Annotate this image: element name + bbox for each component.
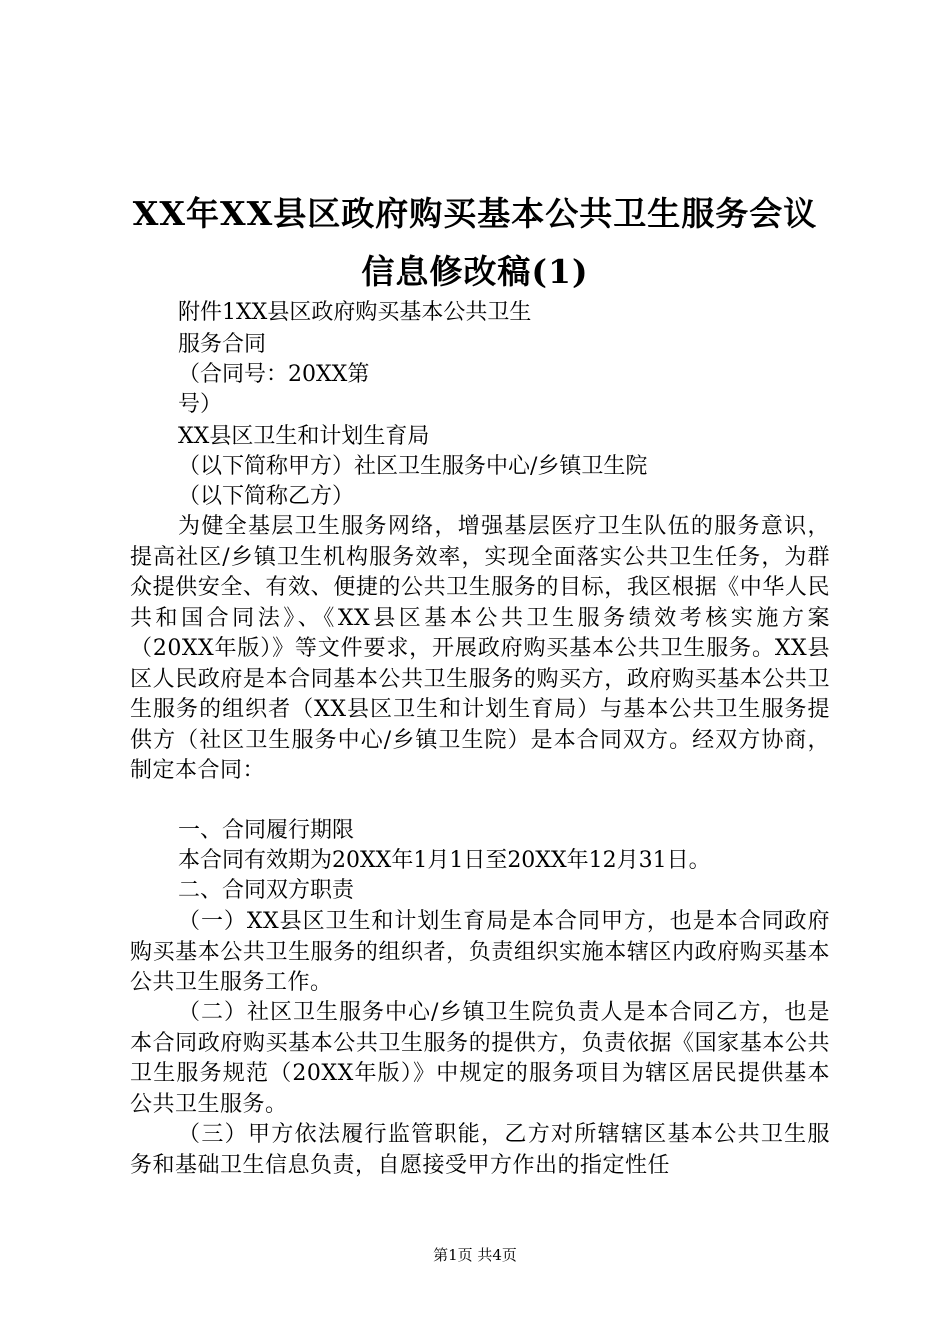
- party-a-name: XX县区卫生和计划生育局: [178, 424, 430, 449]
- contract-number-end: 号）: [178, 392, 223, 417]
- contract-name-line: 服务合同: [178, 332, 267, 357]
- intro-paragraph: 为健全基层卫生服务网络，增强基层医疗卫生队伍的服务意识，提高社区/乡镇卫生机构服务效率，实现全面落实公共卫生任务，为群众提供安全、有效、便捷的公共卫生服务的目标，我区根据《中华人民共和国合同法》、《XX县区基本公共卫生服务绩效考核实施方案（20XX年版）》等文件要求，开展政府购买基本公共卫生服务。XX县区人民政府是本合同基本公共卫生服务的购买方，政府购买基本公共卫生服务的组织者（XX县区卫生和计划生育局）与基本公共卫生服务提供方（社区卫生服务中心/乡镇卫生院）是本合同双方。经双方协商，制定本合同：: [130, 514, 830, 783]
- item-1-paragraph: （一）XX县区卫生和计划生育局是本合同甲方，也是本合同政府购买基本公共卫生服务的组织者，负责组织实施本辖区内政府购买基本公共卫生服务工作。: [130, 909, 830, 995]
- section-1-text: 本合同有效期为20XX年1月1日至20XX年12月31日。: [178, 848, 711, 873]
- section-1-heading: 一、合同履行期限: [178, 818, 355, 843]
- item-3-paragraph: （三）甲方依法履行监管职能，乙方对所辖辖区基本公共卫生服务和基础卫生信息负责，自愿接受甲方作出的指定性任: [130, 1122, 830, 1178]
- attachment-line: 附件1XX县区政府购买基本公共卫生: [178, 300, 532, 325]
- party-a-alias-party-b-name: （以下简称甲方）社区卫生服务中心/乡镇卫生院: [178, 454, 648, 479]
- page-footer: 第1页 共4页: [433, 1246, 517, 1264]
- document-title-line-2: 信息修改稿(1): [361, 252, 589, 291]
- party-b-alias: （以下简称乙方）: [178, 484, 355, 509]
- document-title-line-1: XX年XX县区政府购买基本公共卫生服务会议: [132, 194, 818, 233]
- contract-number-line: （合同号：20XX第: [178, 362, 370, 387]
- section-2-heading: 二、合同双方职责: [178, 878, 355, 903]
- item-2-paragraph: （二）社区卫生服务中心/乡镇卫生院负责人是本合同乙方，也是本合同政府购买基本公共卫生服务的提供方，负责依据《国家基本公共卫生服务规范（20XX年版）》中规定的服务项目为辖区居民提供基本公共卫生服务。: [130, 1000, 830, 1117]
